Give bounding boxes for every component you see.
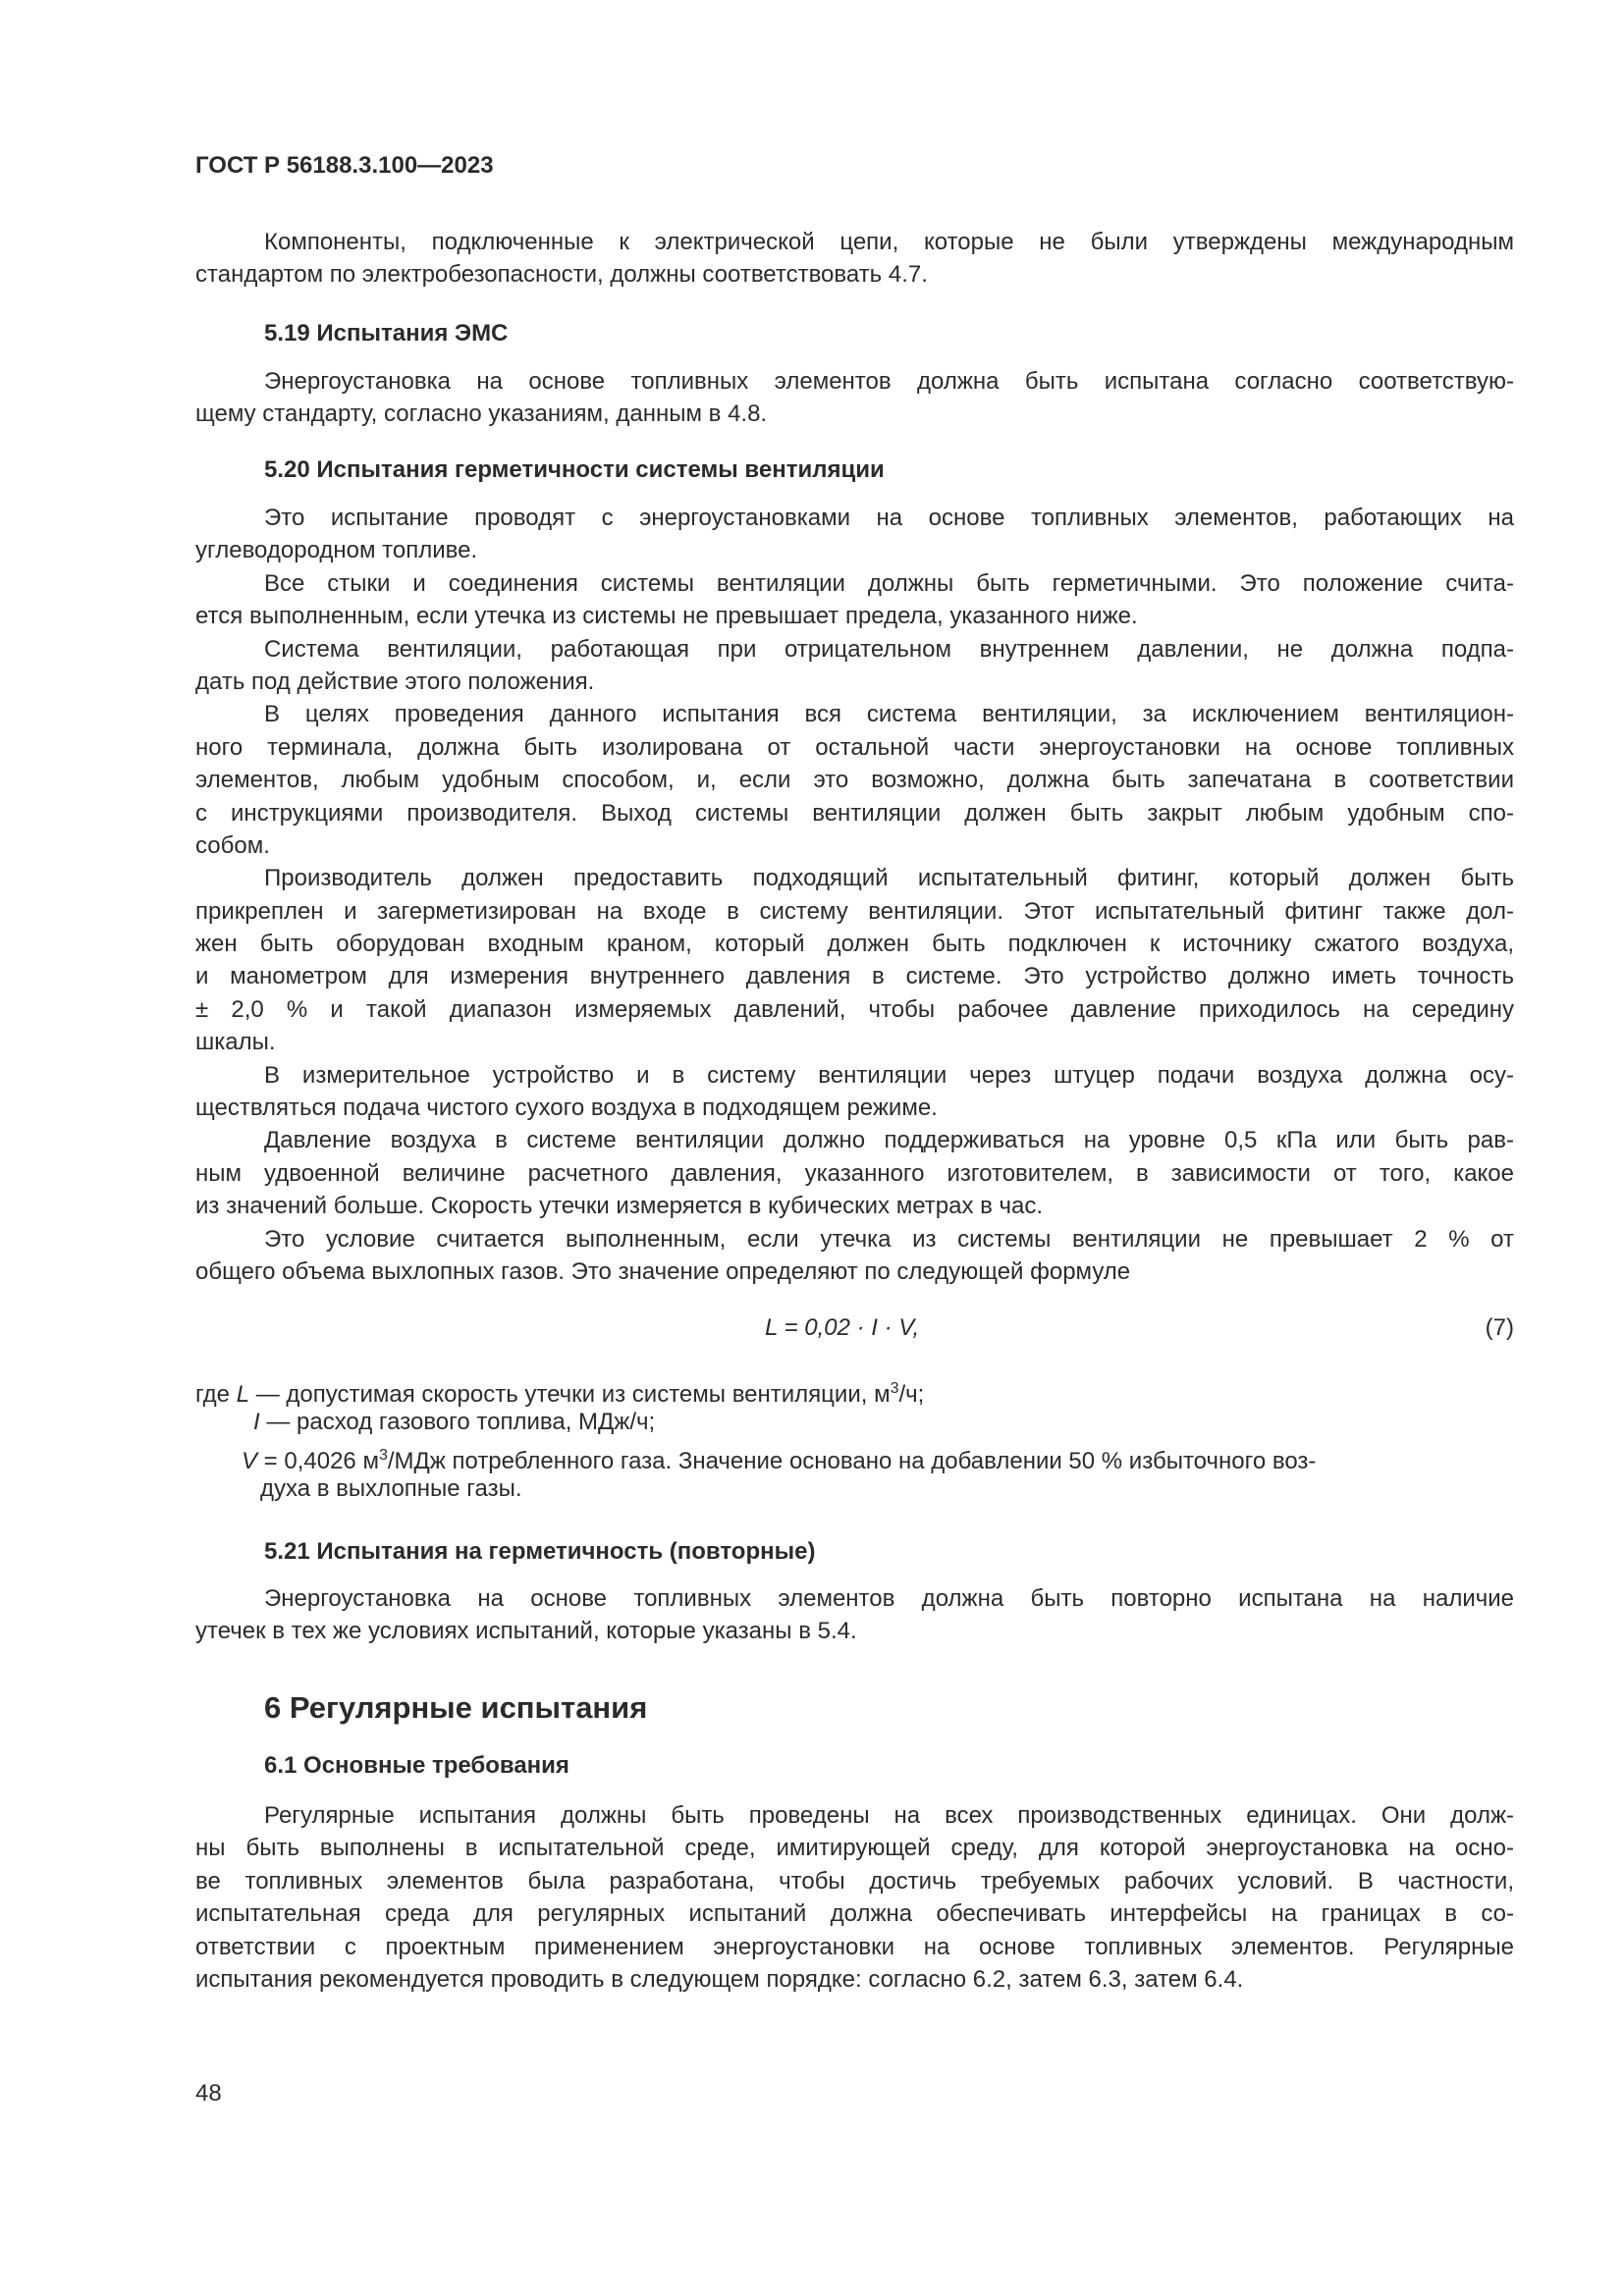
sup: 3 bbox=[890, 1380, 899, 1397]
legend-V: = 0,4026 м bbox=[257, 1448, 379, 1474]
text-line: Давление воздуха в системе вентиляции должно поддерживаться на уровне 0,5 кПа или быть рав- bbox=[264, 1127, 1514, 1154]
text-line: ного терминала, должна быть изолирована от остальной части энергоустановки на основе топливных bbox=[195, 733, 1514, 761]
text-line: Это условие считается выполненным, если утечка из системы вентиляции не превышает 2 % от bbox=[264, 1225, 1514, 1253]
text-line: углеводородном топливе. bbox=[195, 537, 478, 564]
heading-5-19: 5.19 Испытания ЭМС bbox=[264, 320, 509, 347]
text-line: щему стандарту, согласно указаниям, данным в 4.8. bbox=[195, 400, 768, 428]
text-line: прикреплен и загерметизирован на входе в систему вентиляции. Этот испытательный фитинг также дол- bbox=[195, 897, 1514, 925]
paragraph-5-20 bbox=[195, 502, 1514, 1288]
page-number: 48 bbox=[195, 2080, 222, 2107]
where-label: где bbox=[195, 1381, 237, 1408]
legend-V-rest: /МДж потребленного газа. Значение основано на добавлении 50 % избыточного воз- bbox=[387, 1448, 1317, 1474]
sup: 3 bbox=[378, 1447, 388, 1464]
text-line: испытания рекомендуется проводить в следующем порядке: согласно 6.2, затем 6.3, затем 6.4. bbox=[195, 1965, 1244, 1993]
legend-L-unit: /ч; bbox=[898, 1381, 925, 1408]
text-line: В целях проведения данного испытания вся система вентиляции, за исключением вентиляцион- bbox=[264, 701, 1514, 728]
text-line: элементов, любым удобным способом, и, если это возможно, должна быть запечатана в соответствии bbox=[195, 767, 1514, 794]
formula-number: (7) bbox=[1485, 1314, 1514, 1341]
symbol-L: L bbox=[236, 1381, 250, 1408]
symbol-V: V bbox=[242, 1448, 258, 1474]
text-line: Система вентиляции, работающая при отрицательном внутреннем давлении, не должна подпа- bbox=[264, 635, 1514, 663]
text-line: Энергоустановка на основе топливных элементов должна быть повторно испытана на наличие bbox=[264, 1585, 1514, 1612]
heading-5-21: 5.21 Испытания на герметичность (повторные) bbox=[264, 1538, 816, 1565]
text-line: собом. bbox=[195, 831, 270, 859]
heading-6: 6 Регулярные испытания bbox=[264, 1690, 648, 1725]
text-line: и манометром для измерения внутреннего давления в системе. Это устройство должно иметь точность bbox=[195, 963, 1514, 990]
text-line: жен быть оборудован входным краном, который должен быть подключен к источнику сжатого воздуха, bbox=[195, 931, 1514, 958]
symbol-I: I bbox=[253, 1409, 260, 1435]
formula-legend bbox=[195, 1372, 1514, 1506]
heading-5-20: 5.20 Испытания герметичности системы вентиляции bbox=[264, 456, 885, 483]
text-line: В измерительное устройство и в систему вентиляции через штуцер подачи воздуха должна осу- bbox=[264, 1061, 1514, 1089]
text-line: ве топливных элементов была разработана, чтобы достичь требуемых рабочих условий. В частности, bbox=[195, 1867, 1514, 1895]
text-line: стандартом по электробезопасности, должны соответствовать 4.7. bbox=[195, 261, 928, 289]
document-header: ГОСТ Р 56188.3.100—2023 bbox=[195, 152, 494, 179]
paragraph-5-21 bbox=[195, 1582, 1514, 1648]
text-line: Производитель должен предоставить подходящий испытательный фитинг, который должен быть bbox=[264, 865, 1514, 892]
text-line: испытательная среда для регулярных испытаний должна обеспечивать интерфейсы на границах в со- bbox=[195, 1900, 1514, 1928]
text-line: Все стыки и соединения системы вентиляции должны быть герметичными. Это положение счита- bbox=[264, 569, 1514, 597]
text-line: ным удвоенной величине расчетного давления, указанного изготовителем, в зависимости от того, какое bbox=[195, 1159, 1514, 1187]
text-line: дать под действие этого положения. bbox=[195, 667, 595, 695]
text-line: с инструкциями производителя. Выход системы вентиляции должен быть закрыт любым удобным спо- bbox=[195, 799, 1514, 827]
formula-expression: L = 0,02 · I · V, bbox=[765, 1314, 920, 1341]
paragraph-5-19 bbox=[195, 365, 1514, 431]
text-line: ± 2,0 % и такой диапазон измеряемых давлений, чтобы рабочее давление приходилось на середину bbox=[195, 995, 1514, 1023]
legend-V-cont: духа в выхлопные газы. bbox=[260, 1475, 522, 1502]
text-line: утечек в тех же условиях испытаний, которые указаны в 5.4. bbox=[195, 1618, 857, 1645]
text-line: шкалы. bbox=[195, 1029, 276, 1056]
paragraph-6-1 bbox=[195, 1799, 1514, 1996]
text-line: Регулярные испытания должны быть проведены на всех производственных единицах. Они долж- bbox=[264, 1802, 1514, 1829]
legend-I: — расход газового топлива, МДж/ч; bbox=[259, 1409, 656, 1435]
text-line: ществляться подача чистого сухого воздуха в подходящем режиме. bbox=[195, 1095, 938, 1122]
text-line: ется выполненным, если утечка из системы не превышает предела, указанного ниже. bbox=[195, 603, 1138, 630]
text-line: Энергоустановка на основе топливных элементов должна быть испытана согласно соответствую- bbox=[264, 368, 1514, 395]
text-line: Компоненты, подключенные к электрической цепи, которые не были утверждены международным bbox=[264, 229, 1514, 255]
legend-L: — допустимая скорость утечки из системы вентиляции, м bbox=[249, 1381, 891, 1408]
text-line: Это испытание проводят с энергоустановками на основе топливных элементов, работающих на bbox=[264, 505, 1514, 531]
paragraph-components bbox=[195, 226, 1514, 292]
text-line: ответствии с проектным применением энергоустановки на основе топливных элементов. Регулярные bbox=[195, 1933, 1514, 1960]
text-line: общего объема выхлопных газов. Это значение определяют по следующей формуле bbox=[195, 1257, 1131, 1285]
heading-6-1: 6.1 Основные требования bbox=[264, 1752, 569, 1779]
text-line: из значений больше. Скорость утечки измеряется в кубических метрах в час. bbox=[195, 1193, 1044, 1220]
text-line: ны быть выполнены в испытательной среде, имитирующей среду, для которой энергоустановка на осно- bbox=[195, 1835, 1514, 1862]
